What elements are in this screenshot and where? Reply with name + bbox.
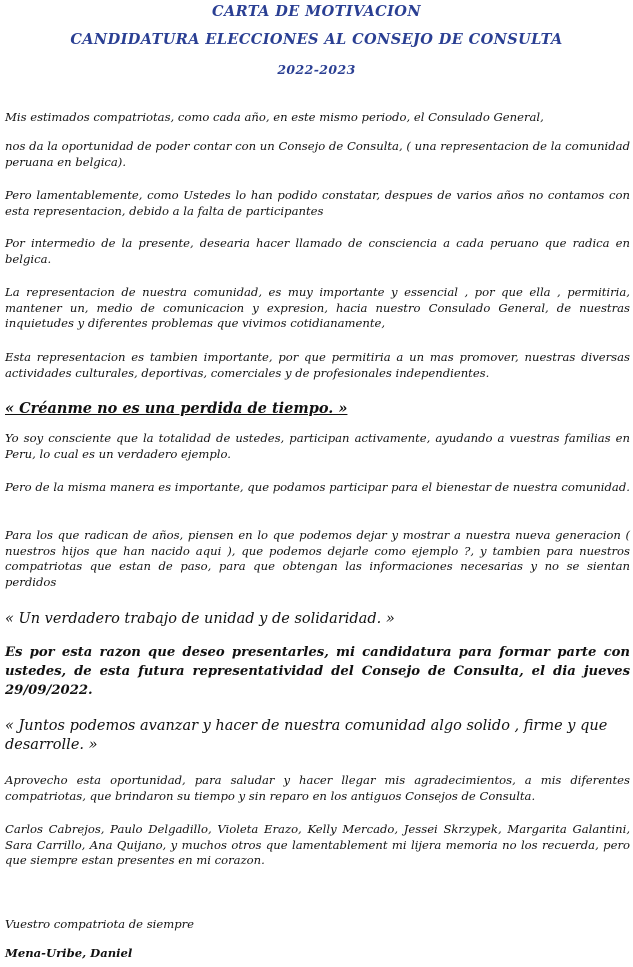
quote-together: « Juntos podemos avanzar y hacer de nuestra comunidad algo solido , firme y que desarrolle. » <box>5 718 608 753</box>
paragraph-candidacy: Es por esta razon que deseo presentarles, mi candidatura para formar parte con ustedes, de esta futura representatividad del Consejo de Consulta, el dia jueves 29/09/2022. <box>5 645 630 698</box>
paragraph-call-conscience: Por intermedio de la presente, desearia hacer llamado de consciencia a cada peruano que radica en belgica. <box>5 236 630 266</box>
paragraph-participate: Pero de la misma manera es importante, que podamos participar para el bienestar de nuestra comunidad. <box>5 480 630 494</box>
quote-unity: « Un verdadero trabajo de unidad y de solidaridad. » <box>5 611 395 627</box>
letter-subtitle: CANDIDATURA ELECCIONES AL CONSEJO DE CONSULTA <box>70 31 563 48</box>
paragraph-thanks: Aprovecho esta oportunidad, para saludar y hacer llegar mis agradecimientos, a mis diferentes compatriotas, que brindaron su tiempo y sin reparo en los antiguos Consejos de Consulta. <box>5 773 630 803</box>
paragraph-lack-representation: Pero lamentablemente, como Ustedes lo han podido constatar, despues de varios años no contamos con esta representacion, debido a la falta de participantes <box>5 188 630 218</box>
paragraph-promotion: Esta representacion es tambien importante, por que permitiria a un mas promover, nuestras diversas actividades culturales, deportivas, comerciales y de profesionales independientes. <box>5 350 630 380</box>
paragraph-greeting: Mis estimados compatriotas, como cada año, en este mismo periodo, el Consulado General, <box>5 110 544 124</box>
signature-closing: Vuestro compatriota de siempre <box>5 917 195 931</box>
paragraph-names: Carlos Cabrejos, Paulo Delgadillo, Violeta Erazo, Kelly Mercado, Jessei Skrzypek, Margarita Galantini, Sara Carrillo, Ana Quijano, y muchos otros que lamentablement mi lijera memoria no los recuerda, pero que siempre estan presentes en mi corazon. <box>5 822 630 867</box>
quote-not-waste-time: « Créanme no es una perdida de tiempo. » <box>5 400 348 417</box>
letter-years: 2022-2023 <box>277 62 356 77</box>
signature-name: Mena-Uribe, Daniel <box>5 946 133 960</box>
paragraph-generation: Para los que radican de años, piensen en lo que podemos dejar y mostrar a nuestra nueva generacion ( nuestros hijos que han nacido aqui ), que podemos dejarle como ejemplo ?, y tambien para nuestros compatriotas que estan de paso, para que obtengan las informaciones necesarias y no se sientan perdidos <box>5 528 630 589</box>
paragraph-opportunity: nos da la oportunidad de poder contar con un Consejo de Consulta, ( una representacion de la comunidad peruana en belgica). <box>5 139 630 169</box>
letter-title: CARTA DE MOTIVACION <box>212 3 421 20</box>
paragraph-importance: La representacion de nuestra comunidad, es muy importante y essencial , por que ella , permitiria, mantener un, medio de comunicacion y expresion, hacia nuestro Consulado General, de nuestras inquietudes y diferentes problemas que vivimos cotidianamente, <box>5 285 630 330</box>
paragraph-conscious: Yo soy consciente que la totalidad de ustedes, participan activamente, ayudando a vuestras familias en Peru, lo cual es un verdadero ejemplo. <box>5 431 630 461</box>
